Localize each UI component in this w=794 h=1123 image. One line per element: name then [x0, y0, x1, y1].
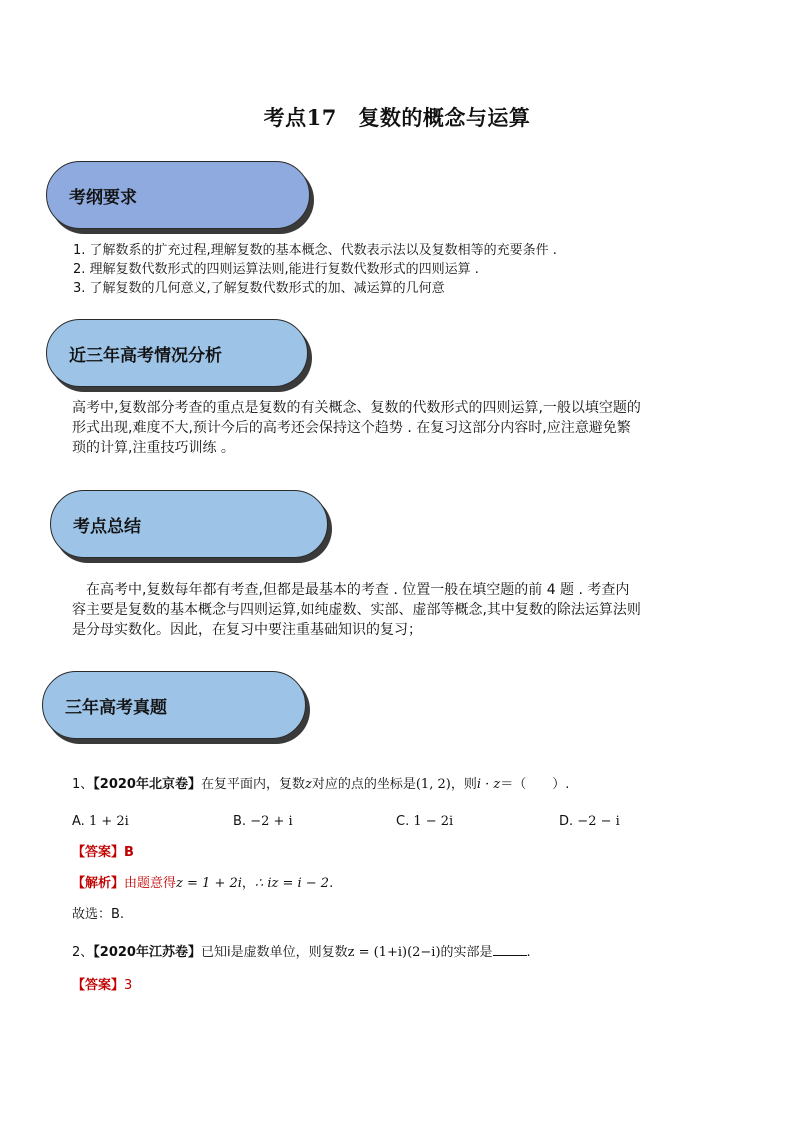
paragraph-line: 高考中,复数部分考查的重点是复数的有关概念、复数的代数形式的四则运算,一般以填空题的 — [72, 400, 641, 416]
question-number: 1、 — [72, 777, 94, 792]
option-label: B. — [233, 814, 247, 829]
paragraph-line: 琐的计算,注重技巧训练 。 — [72, 440, 235, 456]
question-2-stem — [72, 943, 531, 962]
section-heading-label: 考纲要求 — [69, 187, 137, 208]
section-heading-exam — [42, 671, 306, 739]
question-text: 已知i是虚数单位，则复数 — [200, 945, 348, 960]
option-a — [72, 812, 129, 831]
question-text: ，则 — [450, 777, 477, 792]
option-label: C. — [396, 814, 410, 829]
question-1-answer — [72, 843, 134, 862]
question-number: 2、 — [72, 945, 94, 960]
option-label: D. — [559, 814, 574, 829]
math-expr: i · z — [476, 777, 501, 792]
section-heading-analysis — [46, 319, 308, 387]
section-heading-label: 三年高考真题 — [65, 697, 167, 718]
answer-value: B — [124, 845, 134, 860]
question-text: 对应的点的坐标是 — [311, 777, 416, 792]
section-heading-syllabus — [46, 161, 310, 229]
analysis-text: ， — [241, 876, 255, 891]
paragraph-line: 在高考中,复数每年都有考查,但都是最基本的考查 . 位置一般在填空题的前 4 题 . 考查内 — [72, 582, 630, 598]
question-text: ＝（ ）. — [500, 777, 570, 792]
summary-paragraph — [72, 580, 752, 640]
question-text: . — [526, 945, 531, 960]
option-c — [396, 812, 453, 831]
option-value: −2 − i — [577, 814, 620, 829]
paragraph-line: 容主要是复数的基本概念与四则运算,如纯虚数、实部、虚部等概念,其中复数的除法运算法则 — [72, 602, 641, 618]
section-heading-summary — [50, 490, 328, 558]
question-source: 【2020年北京卷】 — [93, 777, 201, 792]
list-item: 2. 理解复数代数形式的四则运算法则,能进行复数代数形式的四则运算 . — [73, 262, 479, 277]
question-1-stem — [72, 775, 762, 794]
question-text: 在复平面内，复数 — [200, 777, 305, 792]
math-expr: z = 1 + 2i — [176, 876, 242, 891]
page-title: 考点17 复数的概念与运算 — [263, 105, 531, 130]
syllabus-list — [73, 241, 753, 298]
analysis-paragraph — [72, 398, 752, 458]
analysis-text: 由题意得 — [124, 876, 177, 891]
option-value: 1 − 2i — [413, 814, 454, 829]
answer-blank — [493, 943, 527, 956]
list-item: 3. 了解复数的几何意义,了解复数代数形式的加、减运算的几何意 — [73, 281, 445, 296]
answer-tag: 【答案】 — [72, 845, 125, 860]
math-expr: z = (1+i)(2−i) — [347, 945, 441, 960]
question-1-analysis — [72, 874, 333, 893]
math-z: z — [304, 777, 312, 792]
list-item: 1. 了解数系的扩充过程,理解复数的基本概念、代数表示法以及复数相等的充要条件 . — [73, 243, 557, 258]
question-text: 的实部是 — [440, 945, 493, 960]
paragraph-line: 是分母实数化。因此，在复习中要注重基础知识的复习； — [72, 622, 422, 638]
paragraph-line: 形式出现,难度不大,预计今后的高考还会保持这个趋势 . 在复习这部分内容时,应注意避免繁 — [72, 420, 631, 436]
option-value: 1 + 2i — [88, 814, 129, 829]
analysis-text: . — [329, 876, 334, 891]
option-value: −2 + i — [250, 814, 293, 829]
section-heading-label: 近三年高考情况分析 — [69, 345, 222, 366]
answer-value: 3 — [124, 978, 133, 993]
option-b — [233, 812, 293, 831]
section-heading-label: 考点总结 — [73, 516, 141, 537]
math-point: (1, 2) — [415, 777, 451, 792]
question-2-answer — [72, 976, 132, 995]
analysis-tag: 【解析】 — [72, 876, 125, 891]
answer-tag: 【答案】 — [72, 978, 125, 993]
option-label: A. — [72, 814, 85, 829]
math-expr: ∴ iz = i − 2 — [254, 876, 330, 891]
question-1-conclusion: 故选：B. — [72, 907, 125, 922]
question-source: 【2020年江苏卷】 — [93, 945, 201, 960]
option-d — [559, 812, 620, 831]
